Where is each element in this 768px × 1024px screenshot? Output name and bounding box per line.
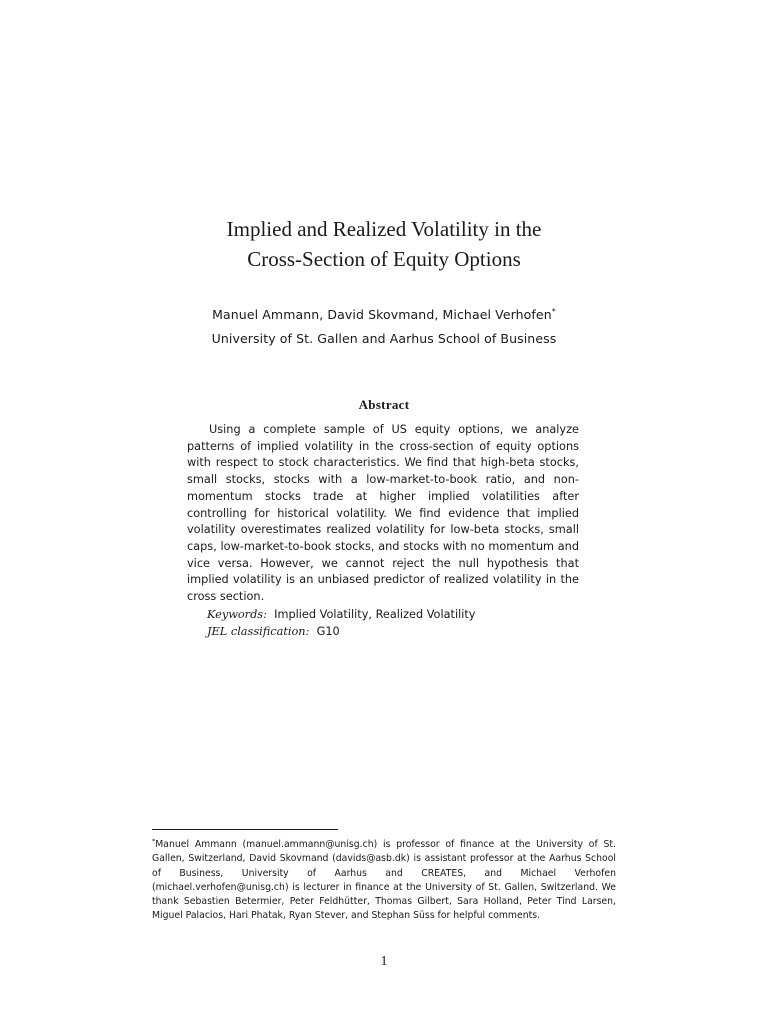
footnote-text: Manuel Ammann (manuel.ammann@unisg.ch) is professor of finance at the University of St. Gallen, Switzerland, David Skovmand (davids@asb.dk) is assistant professor at the Aarhus School of Business, University of Aarhus and CREATES, and Michael Verhofen (michael.verhofen@unisg.ch) is lecturer in finance at the University of St. Gallen, Switzerland. We thank Sebastien Betermier, Peter Feldhütter, Thomas Gilbert, Sara Holland, Peter Tind Larsen, Miguel Palacios, Hari Phatak, Ryan Stever, and Stephan Süss for helpful comments.	[152, 839, 616, 922]
abstract-body: Using a complete sample of US equity options, we analyze patterns of implied volatility in the cross-section of equity options with respect to stock characteristics. We find that high-beta stocks, small stocks, stocks with a low-market-to-book ratio, and non-momentum stocks trade at higher implied volatilities after controlling for historical volatility. We find evidence that implied volatility overestimates realized volatility for low-beta stocks, small caps, low-market-to-book stocks, and stocks with no momentum and vice versa. However, we cannot reject the null hypothesis that implied volatility is an unbiased predictor of realized volatility in the cross section.	[187, 423, 579, 604]
footnote-rule	[152, 829, 338, 830]
author-names	[150, 300, 618, 327]
abstract-heading: Abstract	[358, 397, 410, 412]
jel-value: G10	[316, 625, 340, 638]
keywords-value: Implied Volatility, Realized Volatility	[274, 608, 476, 621]
jel-line	[207, 623, 579, 640]
footnote	[152, 834, 616, 923]
author-block	[150, 300, 618, 351]
author-footnote-marker: *	[551, 307, 556, 316]
author-names-text: Manuel Ammann, David Skovmand, Michael Verhofen	[212, 307, 552, 323]
title-line-2: Cross-Section of Equity Options	[247, 247, 521, 271]
page-number: 1	[380, 954, 388, 969]
keywords-label: Keywords:	[207, 608, 267, 621]
footnote-marker: *	[152, 837, 156, 845]
jel-label: JEL classification:	[207, 625, 310, 638]
author-affiliation: University of St. Gallen and Aarhus School of Business	[211, 331, 557, 347]
keywords-line	[207, 606, 579, 623]
paper-title	[150, 214, 618, 274]
keywords-block	[207, 606, 579, 640]
title-line-1: Implied and Realized Volatility in the	[226, 217, 542, 241]
